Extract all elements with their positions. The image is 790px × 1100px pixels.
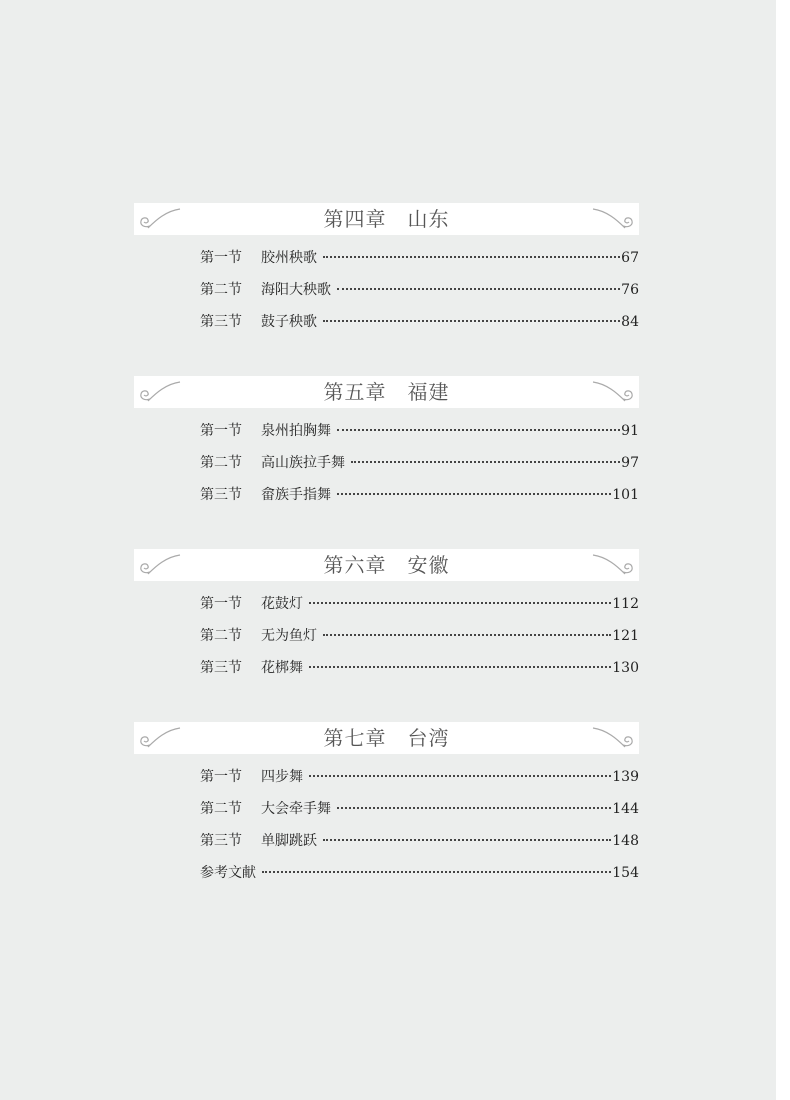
section-title: 大会牵手舞 <box>261 801 331 817</box>
chapter-block <box>134 203 639 338</box>
swirl-ornament-icon <box>591 552 637 578</box>
page-number: 101 <box>612 487 639 503</box>
section-title: 胶州秧歌 <box>261 250 317 266</box>
chapter-title: 第七章 台湾 <box>323 726 450 750</box>
section-title: 泉州拍胸舞 <box>261 423 331 439</box>
page-number: 144 <box>612 801 639 817</box>
toc-entry-references[interactable] <box>200 857 639 889</box>
section-number: 第三节 <box>200 314 242 330</box>
page-number: 121 <box>612 628 639 644</box>
page-edge <box>776 0 790 1100</box>
swirl-ornament-icon <box>591 206 637 232</box>
section-number: 第二节 <box>200 282 242 298</box>
page-number: 148 <box>612 833 639 849</box>
section-title: 高山族拉手舞 <box>261 455 345 471</box>
dot-leader <box>323 320 620 322</box>
chapter-header <box>134 203 639 235</box>
chapter-block <box>134 376 639 511</box>
section-title: 海阳大秧歌 <box>261 282 331 298</box>
toc-entry[interactable] <box>200 306 639 338</box>
chapter-title: 第四章 山东 <box>323 207 450 231</box>
toc-entry[interactable] <box>200 825 639 857</box>
chapter-title: 第六章 安徽 <box>323 553 450 577</box>
page-number: 76 <box>621 282 639 298</box>
chapter-block <box>134 722 639 889</box>
section-number: 第二节 <box>200 455 242 471</box>
page-number: 139 <box>612 769 639 785</box>
page-number: 112 <box>612 596 639 612</box>
dot-leader <box>337 429 620 431</box>
toc-entry[interactable] <box>200 588 639 620</box>
section-number: 第一节 <box>200 596 242 612</box>
dot-leader <box>262 871 611 873</box>
swirl-ornament-icon <box>591 725 637 751</box>
section-title: 花梆舞 <box>261 660 303 676</box>
page-number: 67 <box>621 250 639 266</box>
page-number: 91 <box>621 423 639 439</box>
toc-entry[interactable] <box>200 761 639 793</box>
section-title: 畲族手指舞 <box>261 487 331 503</box>
dot-leader <box>309 775 611 777</box>
section-title: 单脚跳跃 <box>261 833 317 849</box>
chapter-block <box>134 549 639 684</box>
section-number: 第二节 <box>200 801 242 817</box>
table-of-contents <box>134 203 639 927</box>
page-number: 97 <box>621 455 639 471</box>
section-number: 第二节 <box>200 628 242 644</box>
section-title: 鼓子秧歌 <box>261 314 317 330</box>
dot-leader <box>309 602 611 604</box>
section-number: 第一节 <box>200 423 242 439</box>
chapter-header <box>134 722 639 754</box>
section-title: 花鼓灯 <box>261 596 303 612</box>
dot-leader <box>337 807 611 809</box>
chapter-header <box>134 376 639 408</box>
section-number: 第一节 <box>200 250 242 266</box>
toc-entry[interactable] <box>200 274 639 306</box>
dot-leader <box>351 461 620 463</box>
page-number: 154 <box>612 865 639 881</box>
section-title: 四步舞 <box>261 769 303 785</box>
section-number: 第三节 <box>200 487 242 503</box>
toc-entry[interactable] <box>200 415 639 447</box>
toc-entry[interactable] <box>200 242 639 274</box>
toc-entry[interactable] <box>200 652 639 684</box>
section-number: 第三节 <box>200 833 242 849</box>
dot-leader <box>309 666 611 668</box>
dot-leader <box>323 634 611 636</box>
page-number: 84 <box>621 314 639 330</box>
page-number: 130 <box>612 660 639 676</box>
toc-entry[interactable] <box>200 479 639 511</box>
dot-leader <box>323 839 611 841</box>
section-number: 第三节 <box>200 660 242 676</box>
section-title: 无为鱼灯 <box>261 628 317 644</box>
dot-leader <box>323 256 620 258</box>
toc-entry[interactable] <box>200 447 639 479</box>
references-title: 参考文献 <box>200 865 256 881</box>
section-number: 第一节 <box>200 769 242 785</box>
toc-entry[interactable] <box>200 620 639 652</box>
toc-entry[interactable] <box>200 793 639 825</box>
swirl-ornament-icon <box>591 379 637 405</box>
dot-leader <box>337 288 620 290</box>
chapter-title: 第五章 福建 <box>323 380 450 404</box>
chapter-header <box>134 549 639 581</box>
dot-leader <box>337 493 611 495</box>
